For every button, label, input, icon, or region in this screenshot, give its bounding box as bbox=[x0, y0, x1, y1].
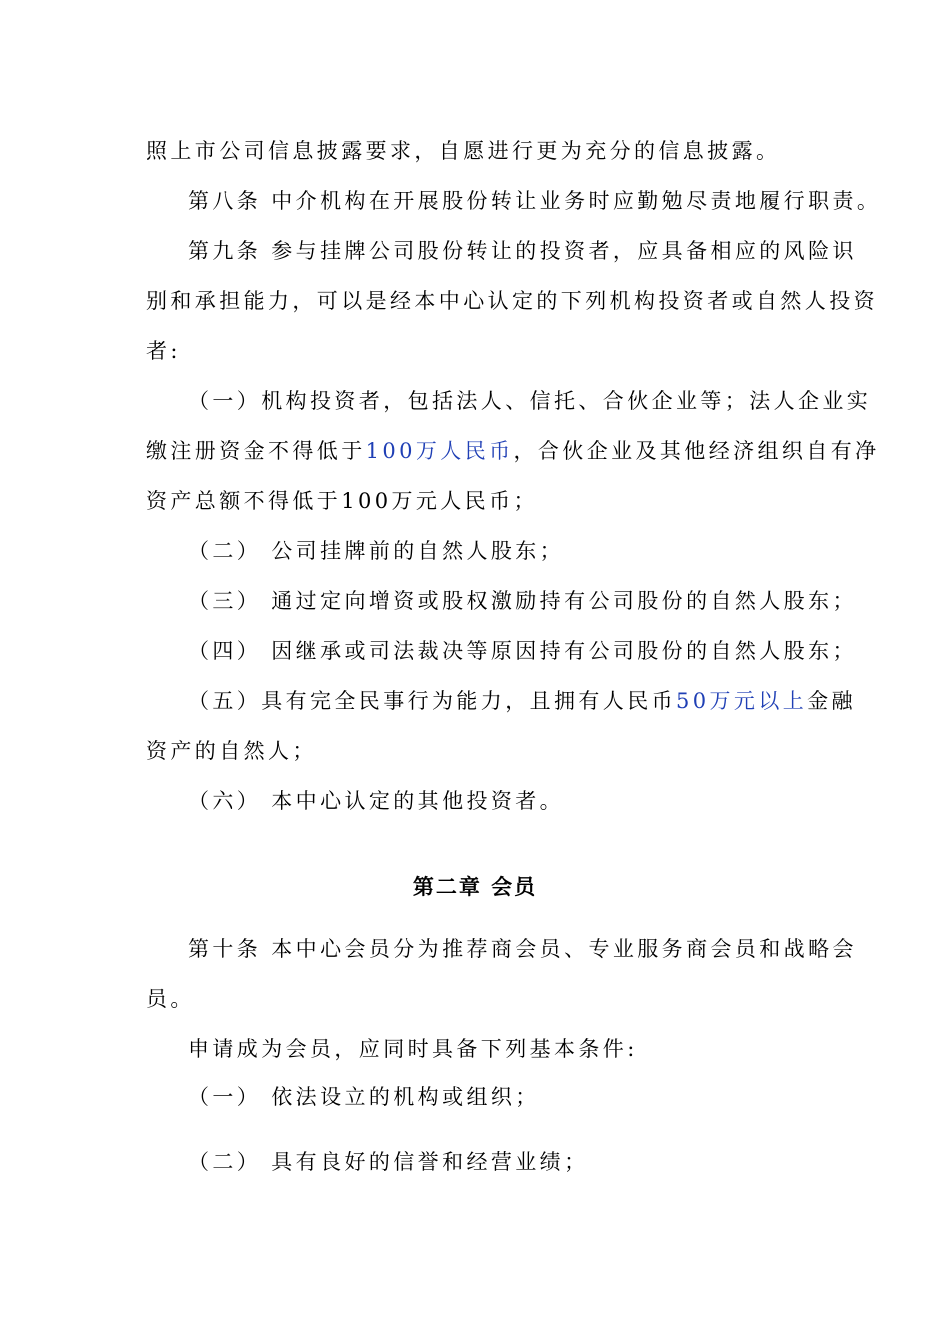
condition-1: （一） 依法设立的机构或组织； bbox=[188, 1085, 540, 1109]
item-1-line-2-post: ，合伙企业及其他经济组织自有净 bbox=[513, 439, 880, 463]
article-9-line-3: 者: bbox=[146, 339, 181, 363]
item-1-line-2 bbox=[146, 437, 880, 465]
item-5-line-1-pre: （五）具有完全民事行为能力，且拥有人民币 bbox=[188, 689, 676, 713]
item-4: （四） 因继承或司法裁决等原因持有公司股份的自然人股东； bbox=[188, 639, 857, 663]
item-1-line-1: （一）机构投资者，包括法人、信托、合伙企业等；法人企业实 bbox=[188, 389, 872, 413]
article-8: 第八条 中介机构在开展股份转让业务时应勤勉尽责地履行职责。 bbox=[188, 189, 882, 213]
item-6: （六） 本中心认定的其他投资者。 bbox=[188, 789, 565, 813]
highlight-capital-requirement: 100万人民币 bbox=[365, 439, 514, 463]
article-9-line-1: 第九条 参与挂牌公司股份转让的投资者，应具备相应的风险识 bbox=[188, 239, 857, 263]
item-1-line-3: 资产总额不得低于100万元人民币； bbox=[146, 489, 538, 513]
item-2: （二） 公司挂牌前的自然人股东； bbox=[188, 539, 565, 563]
item-5-line-2: 资产的自然人； bbox=[146, 739, 317, 763]
chapter-2-title: 第二章 会员 bbox=[412, 875, 538, 899]
condition-2: （二） 具有良好的信誉和经营业绩； bbox=[188, 1150, 589, 1174]
membership-intro: 申请成为会员，应同时具备下列基本条件: bbox=[188, 1037, 638, 1061]
item-3: （三） 通过定向增资或股权激励持有公司股份的自然人股东； bbox=[188, 589, 857, 613]
item-1-line-2-pre: 缴注册资金不得低于 bbox=[146, 439, 366, 463]
article-9-line-2: 别和承担能力，可以是经本中心认定的下列机构投资者或自然人投资 bbox=[146, 289, 878, 313]
item-5-line-1-post: 金融 bbox=[807, 689, 856, 713]
article-10-line-1: 第十条 本中心会员分为推荐商会员、专业服务商会员和战略会 bbox=[188, 937, 857, 961]
paragraph-continuation: 照上市公司信息披露要求，自愿进行更为充分的信息披露。 bbox=[146, 139, 781, 163]
highlight-asset-requirement: 50万元以上 bbox=[676, 689, 808, 713]
article-10-line-2: 员。 bbox=[146, 987, 195, 1011]
item-5-line-1 bbox=[188, 687, 856, 715]
